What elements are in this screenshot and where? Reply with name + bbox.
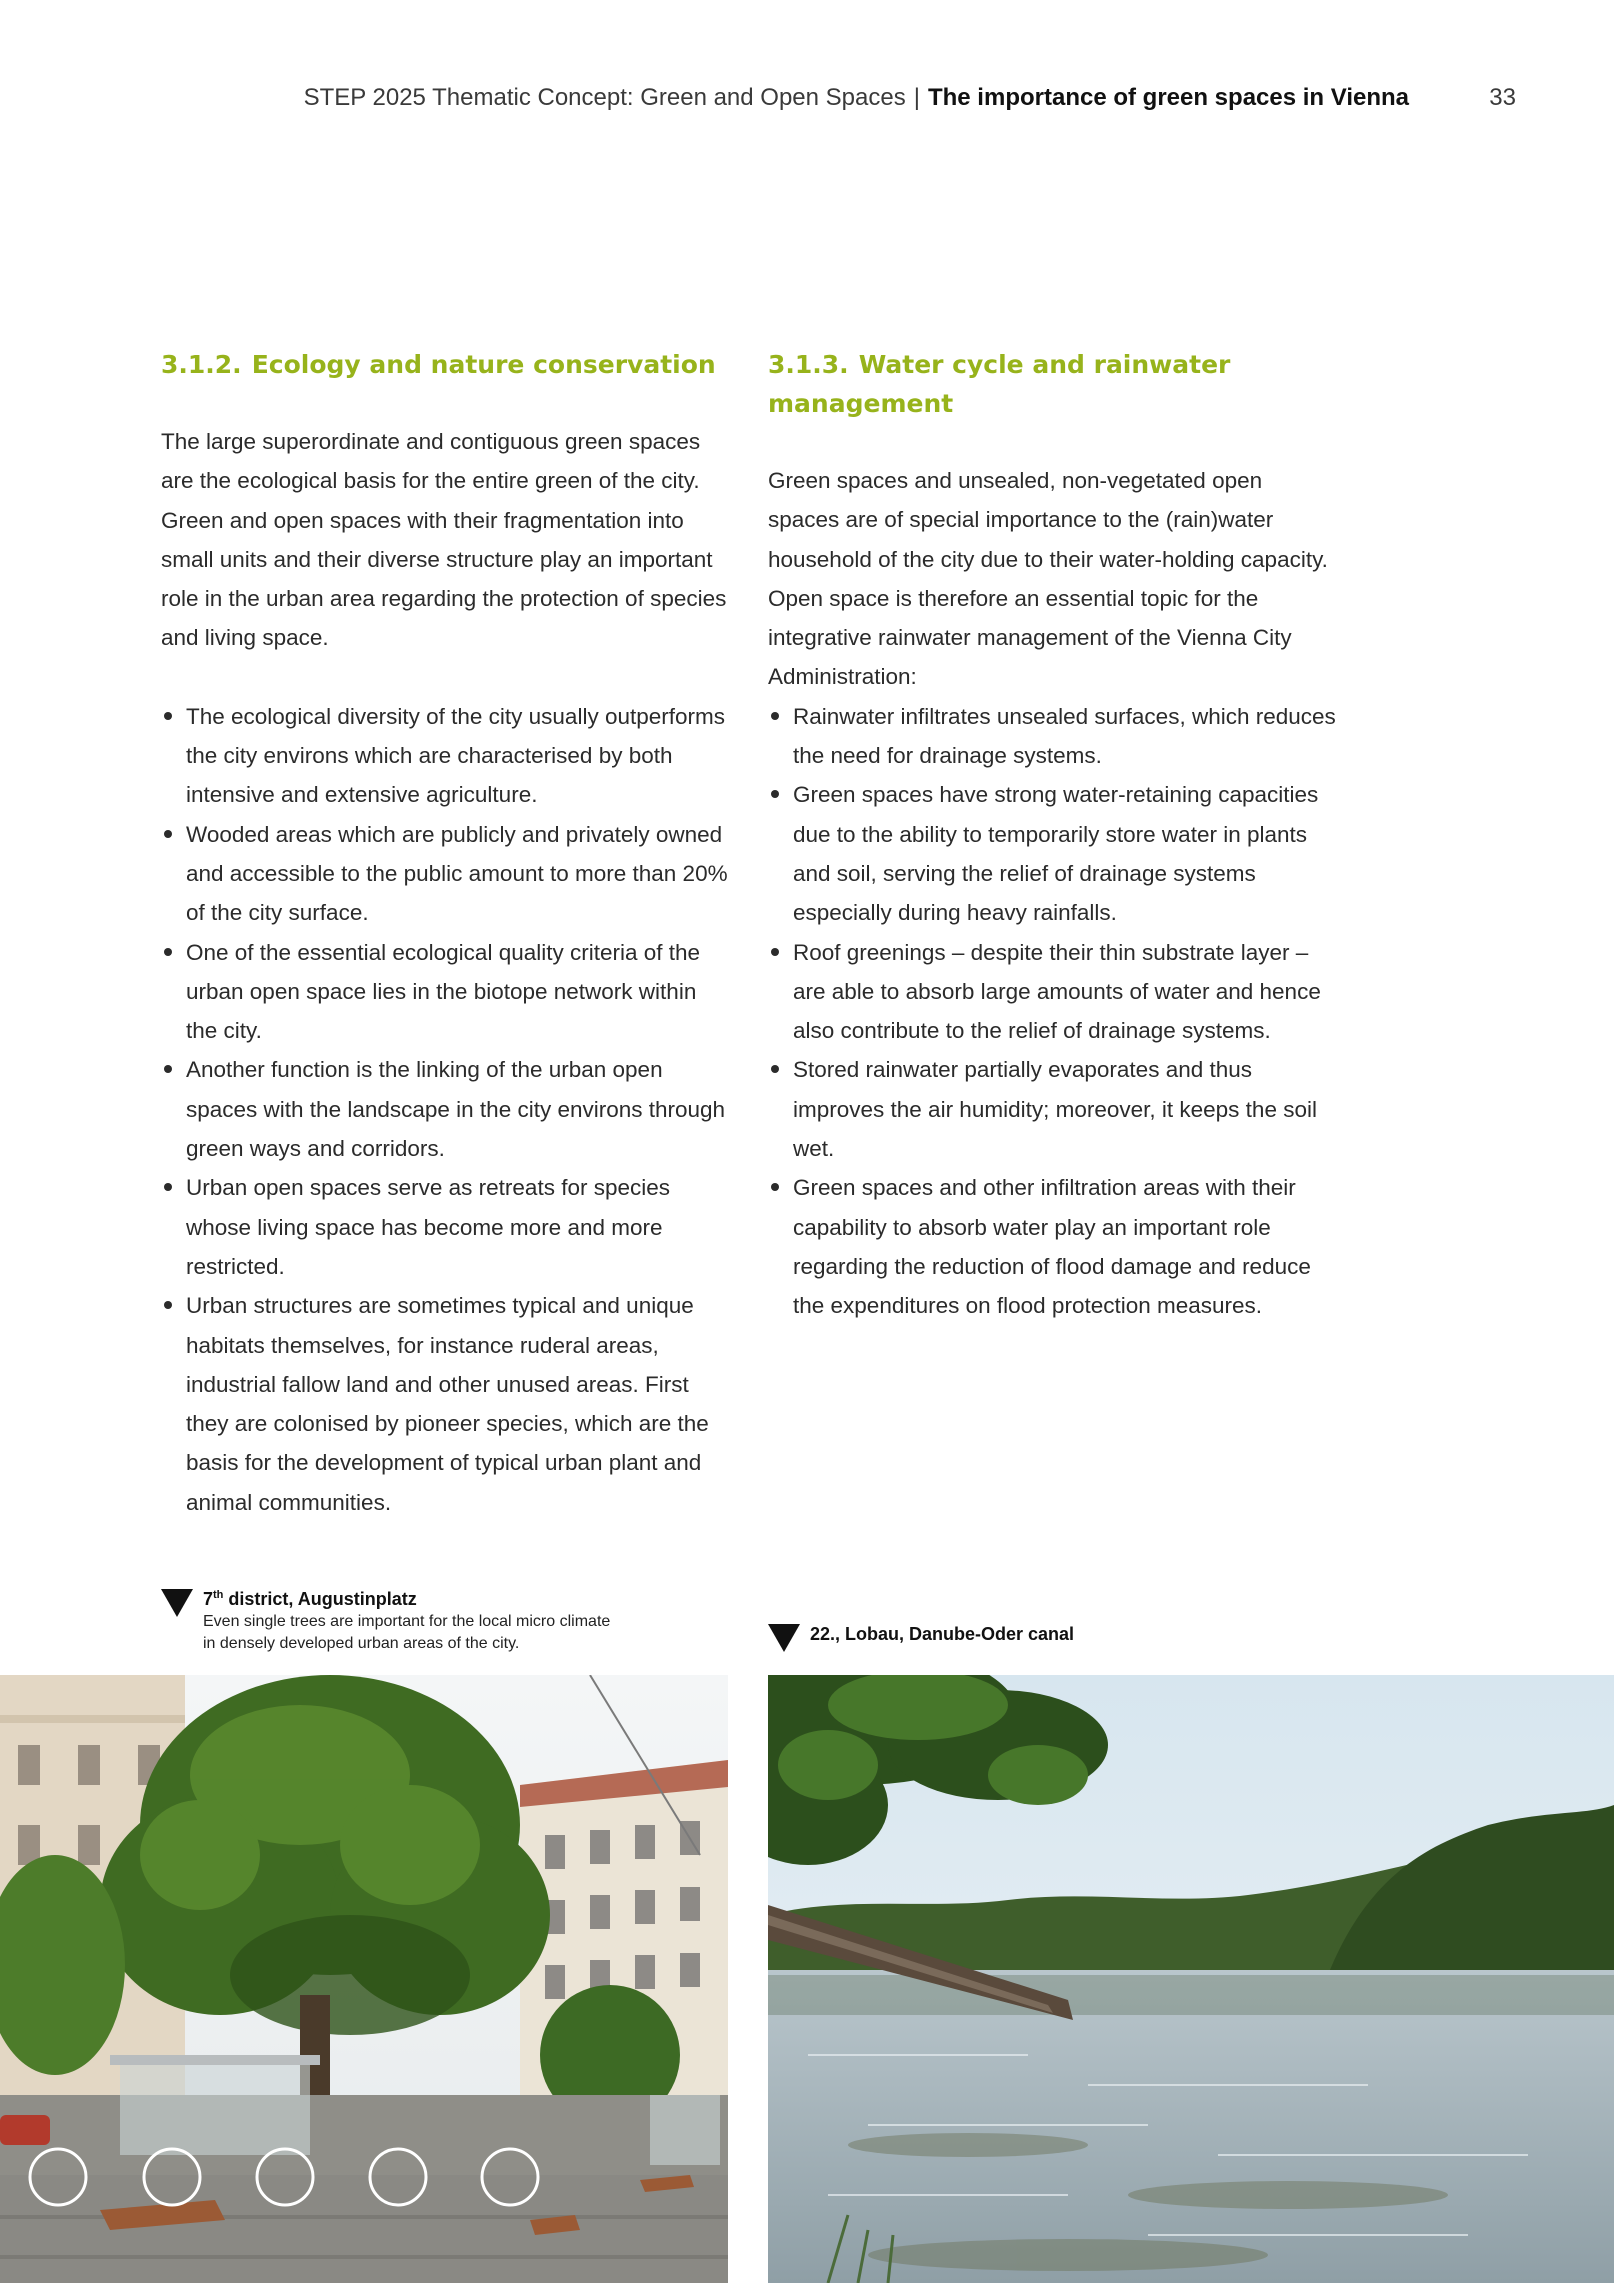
list-item: Roof greenings – despite their thin substrate layer – are able to absorb large amounts of water and hence also contribute to the relief of drainage systems. <box>768 933 1338 1051</box>
section-number: 3.1.2. <box>161 350 242 379</box>
caption-triangle-icon <box>768 1624 800 1652</box>
list-item: The ecological diversity of the city usually outperforms the city environs which are characterised by both intensive and extensive agriculture. <box>161 697 731 815</box>
page-number: 33 <box>1489 84 1516 111</box>
caption-triangle-icon <box>161 1589 193 1617</box>
caption-subtitle: Even single trees are important for the local micro climate in densely developed urban areas of the city. <box>203 1613 611 1652</box>
list-item: Green spaces and other infiltration areas with their capability to absorb water play an important role regarding the reduction of flood damage and reduce the expenditures on flood protection measures. <box>768 1168 1338 1325</box>
list-item: Stored rainwater partially evaporates and thus improves the air humidity; moreover, it keeps the soil wet. <box>768 1050 1338 1168</box>
list-item: Wooded areas which are publicly and privately owned and accessible to the public amount to more than 20% of the city surface. <box>161 815 731 933</box>
right-column <box>768 345 1338 1326</box>
chapter-title: The importance of green spaces in Vienna <box>927 84 1409 111</box>
intro-paragraph: Green spaces and unsealed, non-vegetated open spaces are of special importance to the (rain)water household of the city due to their water-holding capacity. Open space is therefore an essential topic for the integrative rainwater management of the Vienna City Administration: <box>768 468 1328 690</box>
caption-title: 22., Lobau, Danube-Oder canal <box>810 1624 1075 1644</box>
document-title: STEP 2025 Thematic Concept: Green and Open Spaces <box>303 84 906 111</box>
list-item: Rainwater infiltrates unsealed surfaces, which reduces the need for drainage systems. <box>768 697 1338 776</box>
intro-paragraph: The large superordinate and contiguous green spaces are the ecological basis for the entire green of the city. Green and open spaces with their fragmentation into small units and their diverse structure play an important role in the urban area regarding the protection of species and living space. <box>161 429 727 651</box>
list-item: Urban open spaces serve as retreats for species whose living space has become more and more restricted. <box>161 1168 731 1286</box>
list-item: Urban structures are sometimes typical and unique habitats themselves, for instance ruderal areas, industrial fallow land and other unused areas. First they are colonised by pioneer species, which are the basis for the development of typical urban plant and animal communities. <box>161 1286 731 1522</box>
section-heading-water <box>768 345 1338 423</box>
bullet-list-water <box>768 697 1338 1326</box>
header-separator: | <box>913 84 920 111</box>
list-item: Green spaces have strong water-retaining capacities due to the ability to temporarily store water in plants and soil, serving the relief of drainage systems especially during heavy rainfalls. <box>768 775 1338 932</box>
photo-lobau-canal <box>768 1675 1614 2283</box>
list-item: One of the essential ecological quality criteria of the urban open space lies in the biotope network within the city. <box>161 933 731 1051</box>
section-number: 3.1.3. <box>768 350 849 379</box>
running-header <box>304 84 1409 112</box>
left-column <box>161 345 731 1522</box>
list-item: Another function is the linking of the urban open spaces with the landscape in the city environs through green ways and corridors. <box>161 1050 731 1168</box>
section-heading-ecology <box>161 345 731 384</box>
photo-augustinplatz <box>0 1675 728 2283</box>
caption-title: 7th district, Augustinplatz <box>203 1589 417 1609</box>
section-title: Water cycle and rainwater management <box>768 350 1231 418</box>
section-title: Ecology and nature conservation <box>251 350 716 379</box>
page-header <box>0 80 1614 120</box>
bullet-list-ecology <box>161 697 731 1522</box>
